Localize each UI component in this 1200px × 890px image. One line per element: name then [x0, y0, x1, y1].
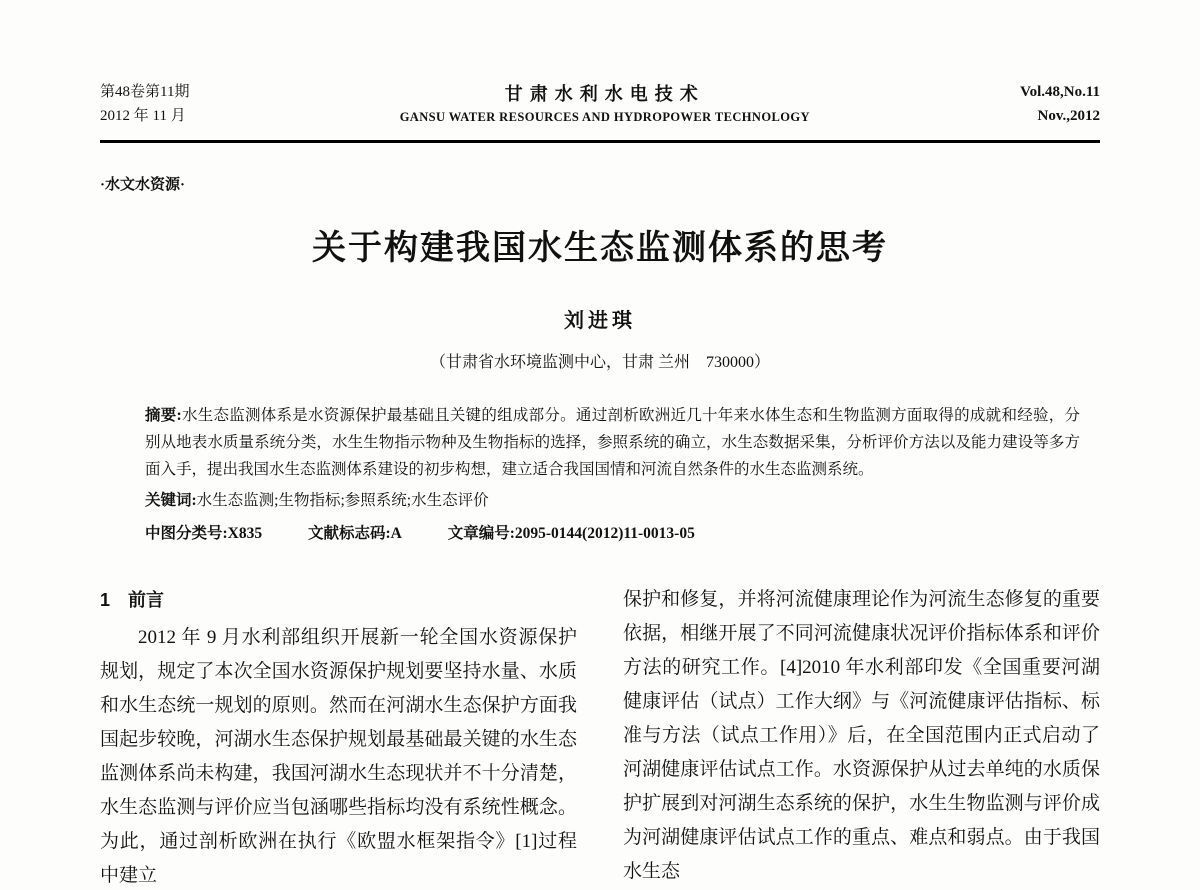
header-rule — [100, 140, 1100, 143]
body-columns — [100, 583, 1100, 890]
issue-date-cn: 2012 年 11 月 — [100, 108, 186, 124]
article-meta — [145, 520, 1080, 547]
keywords-label: 关键词: — [145, 492, 197, 509]
volume-number-en: Vol.48,No.11 — [1020, 84, 1100, 100]
issue-info — [100, 80, 189, 128]
keywords — [145, 487, 1080, 514]
abstract — [145, 402, 1080, 483]
article-id: 文章编号:2095-0144(2012)11-0013-05 — [447, 525, 695, 542]
right-column — [623, 583, 1100, 890]
section-heading-1: 1 前言 — [100, 590, 165, 610]
article-title: 关于构建我国水生态监测体系的思考 — [312, 230, 888, 267]
issue-volume: 第48卷第11期 — [100, 84, 190, 100]
author-name: 刘进琪 — [564, 310, 636, 332]
abstract-label: 摘要: — [145, 407, 182, 424]
keywords-text: 水生态监测;生物指标;参照系统;水生态评价 — [196, 492, 489, 509]
journal-title-block — [400, 81, 810, 127]
journal-title-en: GANSU WATER RESOURCES AND HYDROPOWER TECHNOLOGY — [399, 110, 810, 124]
abstract-text: 水生态监测体系是水资源保护最基础且关键的组成部分。通过剖析欧洲近几十年来水体生态和生物监测方面取得的成就和经验，分别从地表水质量系统分类，水生生物指示物种及生物指标的选择，参照系统的确立，水生态数据采集，分析评价方法以及能力建设等多方面入手，提出我国水生态监测体系建设的初步构想，建立适合我国国情和河流自然条件的水生态监测系统。 — [145, 407, 1080, 478]
journal-title-cn: 甘肃水利水电技术 — [504, 84, 705, 104]
document-code: 文献标志码:A — [307, 525, 402, 542]
author-affiliation: （甘肃省水环境监测中心，甘肃 兰州 730000） — [429, 354, 770, 371]
left-column-paragraph: 2012 年 9 月水利部组织开展新一轮全国水资源保护规划，规定了本次全国水资源保护规划要坚持水量、水质和水生态统一规划的原则。然而在河湖水生态保护方面我国起步较晚，河湖水生态保护规划最基础最关键的水生态监测体系尚未构建，我国河湖水生态现状并不十分清楚，水生态监测与评价应当包涵哪些指标均没有系统性概念。为此，通过剖析欧洲在执行《欧盟水框架指令》[1]过程中建立 — [100, 627, 577, 886]
volume-info — [1020, 80, 1100, 128]
column-section-label: ·水文水资源· — [100, 177, 186, 193]
journal-header — [100, 80, 1100, 128]
left-column — [100, 583, 577, 890]
issue-date-en: Nov.,2012 — [1037, 108, 1100, 124]
right-column-paragraph: 保护和修复，并将河流健康理论作为河流生态修复的重要依据，相继开展了不同河流健康状况评价指标体系和评价方法的研究工作。[4]2010 年水利部印发《全国重要河湖健康评估（试点）工作大纲》与《河流健康评估指标、标准与方法（试点工作用）》后，在全国范围内正式启动了河湖健康评估试点工作。水资源保护从过去单纯的水质保护扩展到对河湖生态系统的保护，水生生物监测与评价成为河湖健康评估试点工作的重点、难点和弱点。由于我国水生态 — [623, 589, 1100, 882]
clc-number: 中图分类号:X835 — [145, 525, 263, 542]
